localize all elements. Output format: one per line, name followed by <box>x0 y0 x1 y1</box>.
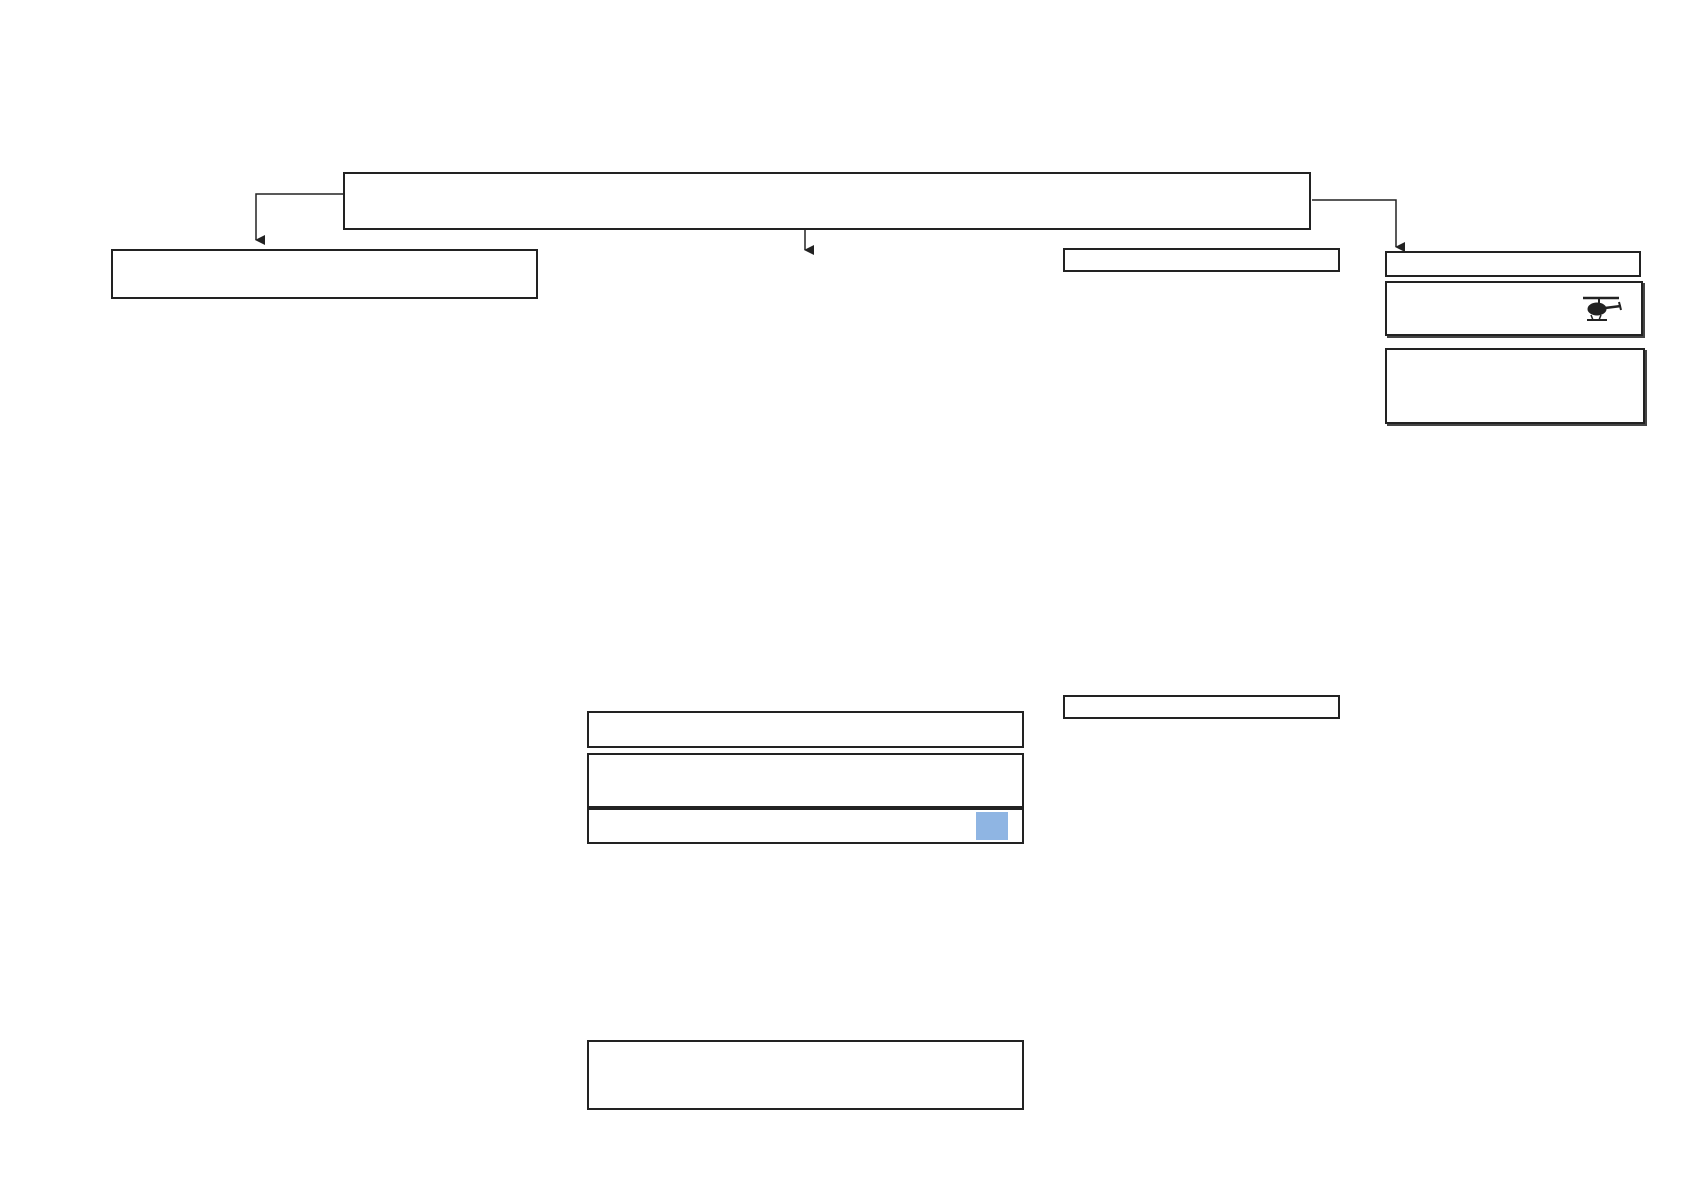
connector-to-col4 <box>1312 200 1396 247</box>
col3-header <box>1063 248 1340 272</box>
helicopter-icon <box>1579 295 1623 328</box>
city-hospitals-box <box>587 808 1024 844</box>
emergency-hospital-box <box>587 1040 1024 1110</box>
connector-to-col1 <box>256 194 343 240</box>
struct-header <box>1063 695 1340 719</box>
col4-header <box>1385 251 1641 277</box>
heli-box <box>1385 281 1643 336</box>
gb-badge <box>976 812 1008 840</box>
district-hospital-header <box>587 711 1024 748</box>
main-network-box <box>343 172 1311 230</box>
fmba-box <box>1385 348 1645 424</box>
district-hospital-item <box>587 753 1024 808</box>
col1-header <box>111 249 538 299</box>
